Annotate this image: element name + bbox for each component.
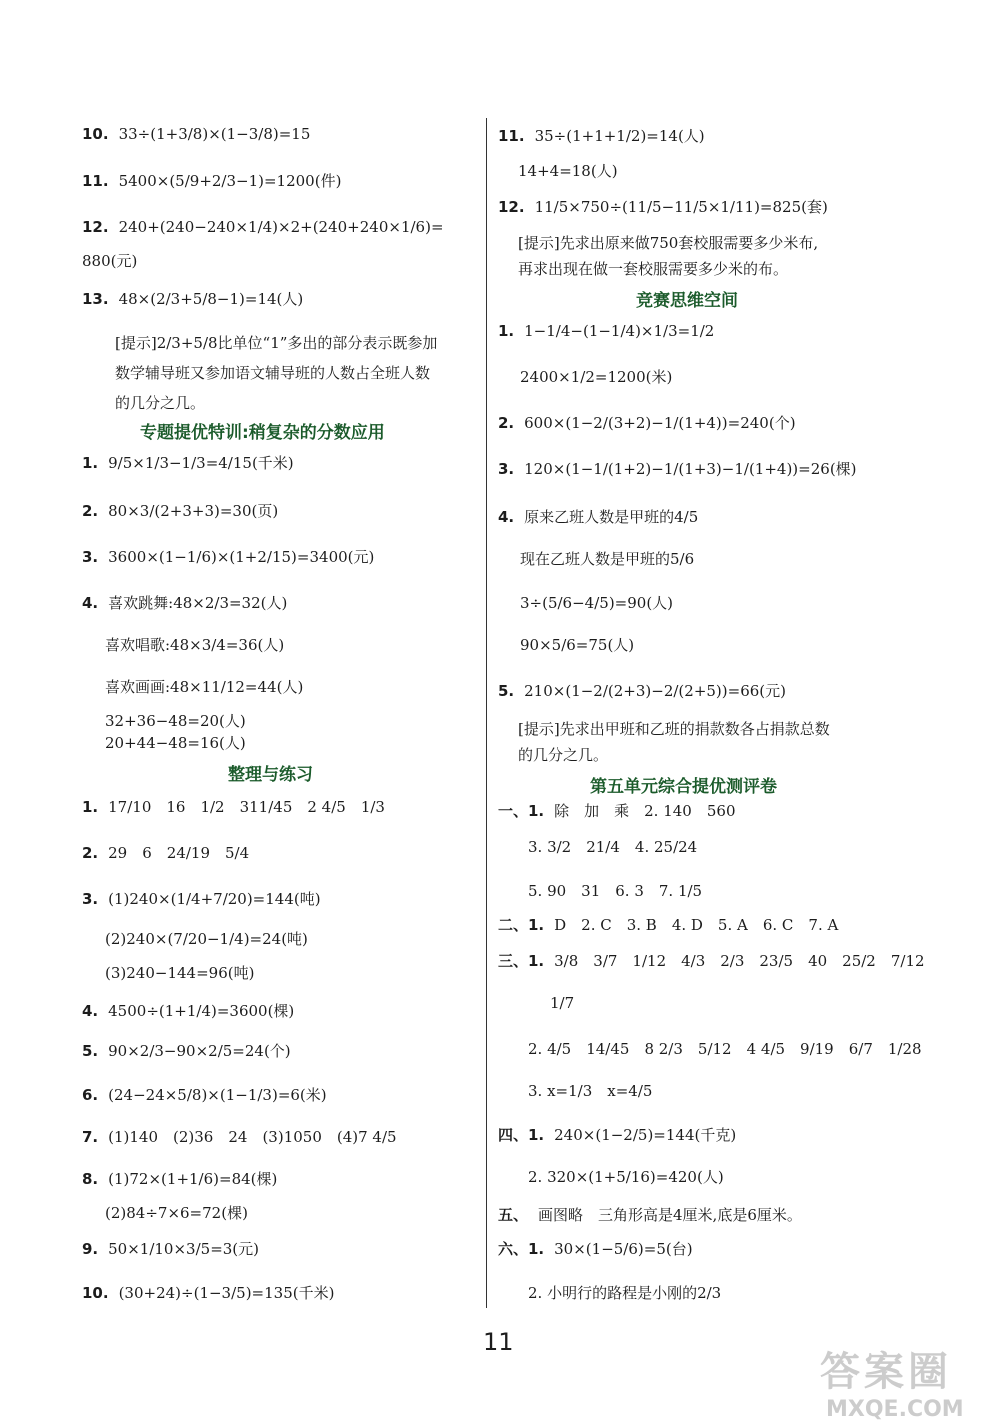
answer-line: 一、1. 除 加 乘 2. 140 560 [498,802,736,820]
answer-line: 3. 120×(1−1/(1+2)−1/(1+3)−1/(1+4))=26(棵) [498,460,857,478]
answer-line: 7. (1)140 (2)36 24 (3)1050 (4)7 4/5 [82,1128,397,1146]
answer-line: (2)240×(7/20−1/4)=24(吨) [105,930,308,948]
answer-line: 3. (1)240×(1/4+7/20)=144(吨) [82,890,321,908]
answer-line: 12. 240+(240−240×1/4)×2+(240+240×1/6)= [82,218,444,236]
answer-line: 4. 喜欢跳舞:48×2/3=32(人) [82,594,288,612]
answer-line: 喜欢唱歌:48×3/4=36(人) [105,636,285,654]
answer-line: 14+4=18(人) [518,162,618,180]
answer-line: 四、1. 240×(1−2/5)=144(千克) [498,1126,737,1144]
answer-line: 现在乙班人数是甲班的5/6 [520,550,695,568]
answer-line: 3. 3600×(1−1/6)×(1+2/15)=3400(元) [82,548,375,566]
watermark-url: MXQE.COM [826,1397,964,1422]
hint-line: 数学辅导班又参加语文辅导班的人数占全班人数 [115,364,431,382]
answer-line: 9. 50×1/10×3/5=3(元) [82,1240,260,1258]
hint-line: [提示]2/3+5/8比单位“1”多出的部分表示既参加 [115,334,438,352]
answer-line: 二、1. D 2. C 3. B 4. D 5. A 6. C 7. A [498,916,839,934]
hint-line: 的几分之几。 [518,746,609,764]
hint-line: [提示]先求出原来做750套校服需要多少米布, [518,234,819,252]
answer-line: 4. 4500÷(1+1/4)=3600(棵) [82,1002,295,1020]
answer-line: 1. 17/10 16 1/2 311/45 2 4/5 1/3 [82,798,385,816]
section-heading: 竞赛思维空间 [636,291,738,311]
watermark-logo [820,1340,995,1422]
answer-line: 五、 画图略 三角形高是4厘米,底是6厘米。 [498,1206,802,1224]
answer-line: 12. 11/5×750÷(11/5−11/5×1/11)=825(套) [498,198,828,216]
section-heading: 整理与练习 [228,765,313,785]
page-number: 11 [483,1328,514,1356]
answer-line: 3÷(5/6−4/5)=90(人) [520,594,674,612]
answer-line: 2. 29 6 24/19 5/4 [82,844,250,862]
answer-line: 3. x=1/3 x=4/5 [528,1082,653,1100]
answer-line: 5. 90×2/3−90×2/5=24(个) [82,1042,291,1060]
answer-line: 1. 9/5×1/3−1/3=4/15(千米) [82,454,294,472]
answer-line: (3)240−144=96(吨) [105,964,255,982]
answer-line: 2400×1/2=1200(米) [520,368,673,386]
hint-line: 的几分之几。 [115,394,206,412]
answer-line: 90×5/6=75(人) [520,636,635,654]
answer-line: 三、1. 3/8 3/7 1/12 4/3 2/3 23/5 40 25/2 7/12 [498,952,925,970]
answer-line: 13. 48×(2/3+5/8−1)=14(人) [82,290,304,308]
watermark-text: 答案圈 [820,1349,952,1395]
answer-line: 11. 35÷(1+1+1/2)=14(人) [498,127,705,145]
section-heading: 专题提优特训:稍复杂的分数应用 [140,423,385,443]
hint-line: 再求出现在做一套校服需要多少米的布。 [518,260,789,278]
answer-line: (2)84÷7×6=72(棵) [105,1204,248,1222]
answer-line: 20+44−48=16(人) [105,734,246,752]
answer-line: 6. (24−24×5/8)×(1−1/3)=6(米) [82,1086,327,1104]
answer-line: 10. (30+24)÷(1−3/5)=135(千米) [82,1284,335,1302]
answer-line: 1. 1−1/4−(1−1/4)×1/3=1/2 [498,322,715,340]
answer-line: 2. 320×(1+5/16)=420(人) [528,1168,724,1186]
answer-line: 3. 3/2 21/4 4. 25/24 [528,838,698,856]
answer-line: 10. 33÷(1+3/8)×(1−3/8)=15 [82,125,311,143]
hint-line: [提示]先求出甲班和乙班的捐款数各占捐款总数 [518,720,830,738]
column-divider [486,118,487,1308]
answer-line: 2. 小明行的路程是小刚的2/3 [528,1284,722,1302]
answer-line: 5. 90 31 6. 3 7. 1/5 [528,882,703,900]
answer-line: 六、1. 30×(1−5/6)=5(台) [498,1240,693,1258]
answer-line: 4. 原来乙班人数是甲班的4/5 [498,508,699,526]
answer-line: 2. 600×(1−2/(3+2)−1/(1+4))=240(个) [498,414,796,432]
answer-line: 5. 210×(1−2/(2+3)−2/(2+5))=66(元) [498,682,786,700]
answer-line: 2. 80×3/(2+3+3)=30(页) [82,502,279,520]
answer-line: 880(元) [82,252,138,270]
answer-line: 11. 5400×(5/9+2/3−1)=1200(件) [82,172,342,190]
answer-line: 喜欢画画:48×11/12=44(人) [105,678,304,696]
answer-line: 2. 4/5 14/45 8 2/3 5/12 4 4/5 9/19 6/7 1/28 [528,1040,922,1058]
answer-line: 8. (1)72×(1+1/6)=84(棵) [82,1170,278,1188]
section-heading: 第五单元综合提优测评卷 [590,777,777,797]
answer-line: 1/7 [550,994,575,1012]
answer-line: 32+36−48=20(人) [105,712,246,730]
